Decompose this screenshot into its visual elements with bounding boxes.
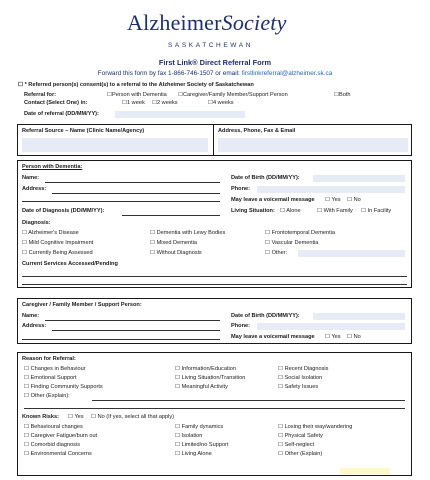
referral-for-pwd[interactable]: ☐Person with Dementia xyxy=(107,92,167,98)
risk-support[interactable]: ☐ Limited/no Support xyxy=(175,442,229,448)
reason-emotional[interactable]: ☐ Emotional Support xyxy=(24,375,77,381)
risk-behavioural[interactable]: ☐ Behavioural changes xyxy=(24,424,83,430)
pwd-address-label: Address: xyxy=(22,186,47,192)
referral-for-caregiver[interactable]: ☐Caregiver/Family Member/Support Person xyxy=(178,92,288,98)
risk-isolation[interactable]: ☐ Isolation xyxy=(175,433,203,439)
diag-mci[interactable]: ☐ Mild Cognitive Impairment xyxy=(22,240,94,246)
forward-line xyxy=(0,70,430,77)
referral-for-both[interactable]: ☐Both xyxy=(334,92,351,98)
pwd-services-label: Current Services Accessed/Pending xyxy=(22,261,118,267)
risk-physical[interactable]: ☐ Physical Safety xyxy=(278,433,323,439)
pwd-name-label: Name: xyxy=(22,175,40,181)
reason-isolation[interactable]: ☐ Social Isolation xyxy=(278,375,323,381)
referral-source-divider xyxy=(213,124,214,156)
referral-for-label: Referral for: xyxy=(24,92,57,98)
date-of-referral-field[interactable] xyxy=(115,111,245,118)
pwd-dod-label: Date of Diagnosis (DD/MM/YY): xyxy=(22,208,105,214)
contact-2-weeks[interactable]: ☐2 weeks xyxy=(152,100,178,106)
contact-4-weeks[interactable]: ☐4 weeks xyxy=(208,100,234,106)
pwd-dob-label: Date of Birth (DD/MM/YY): xyxy=(231,175,300,181)
risks-label: Known Risks: xyxy=(22,414,59,420)
pwd-voicemail-yes[interactable]: ☐ Yes xyxy=(325,197,341,203)
diag-alzheimers[interactable]: ☐ Alzheimer's Disease xyxy=(22,230,79,236)
cg-dob-label: Date of Birth (DD/MM/YY): xyxy=(231,313,300,319)
risk-other[interactable]: ☐ Other (Explain) xyxy=(278,451,323,457)
logo-wordmark xyxy=(127,10,287,36)
referral-contact-label: Address, Phone, Fax & Email xyxy=(218,128,296,134)
reason-living-situation[interactable]: ☐ Living Situation/Transition xyxy=(175,375,246,381)
form-title: First Link® Direct Referral Form xyxy=(158,58,272,67)
referral-contact-field[interactable] xyxy=(218,138,408,152)
cg-voicemail-no[interactable]: ☐ No xyxy=(347,334,361,340)
referral-source-label: Referral Source – Name (Clinic Name/Agency) xyxy=(22,128,145,134)
pwd-living-facility[interactable]: ☐ In Facility xyxy=(361,208,392,214)
pwd-diagnosis-label: Diagnosis: xyxy=(22,220,51,226)
reason-other-line-1[interactable] xyxy=(92,400,405,401)
forward-email-link[interactable]: firstlinkreferral@alzheimer.sk.ca xyxy=(241,70,333,77)
cg-phone-field[interactable] xyxy=(257,323,405,330)
pwd-dob-field[interactable] xyxy=(313,175,405,182)
reason-info[interactable]: ☐ Information/Education xyxy=(175,366,236,372)
logo-alzheimer: Alzheimer xyxy=(127,10,222,35)
logo-society: Society xyxy=(221,10,287,35)
referral-source-field[interactable] xyxy=(22,138,208,152)
risk-living-alone[interactable]: ☐ Living Alone xyxy=(175,451,212,457)
reason-recent-diagnosis[interactable]: ☐ Recent Diagnosis xyxy=(278,366,329,372)
diag-vascular[interactable]: ☐ Vascular Dementia xyxy=(265,240,319,246)
pwd-phone-field[interactable] xyxy=(257,186,405,193)
cg-phone-label: Phone: xyxy=(231,323,250,329)
reason-heading: Reason for Referral: xyxy=(22,356,76,362)
pwd-address-field[interactable] xyxy=(52,193,220,194)
pwd-voicemail-label: May leave a voicemail message xyxy=(231,197,315,203)
risk-self-neglect[interactable]: ☐ Self-neglect xyxy=(278,442,315,448)
cg-name-field[interactable] xyxy=(45,320,220,321)
diag-other[interactable]: ☐ Other: xyxy=(265,250,288,256)
diag-frontotemporal[interactable]: ☐ Frontotemporal Dementia xyxy=(265,230,335,236)
pwd-dod-field[interactable] xyxy=(122,215,220,216)
cg-dob-field[interactable] xyxy=(313,313,405,320)
pwd-living-family[interactable]: ☐ With Family xyxy=(317,208,353,214)
pwd-services-line-1[interactable] xyxy=(22,276,407,277)
cg-address-line-2[interactable] xyxy=(22,339,220,340)
risks-no[interactable]: ☐ No (If yes, select all that apply) xyxy=(91,414,175,420)
diag-other-field[interactable] xyxy=(298,250,405,257)
highlight-mark xyxy=(340,468,390,474)
forward-text: Forward this form by fax 1-866-746-1507 or email: xyxy=(97,70,242,77)
reason-other[interactable]: ☐ Other (Explain): xyxy=(24,393,70,399)
pwd-heading: Person with Dementia: xyxy=(22,164,83,170)
pwd-name-field[interactable] xyxy=(45,182,220,183)
reason-safety[interactable]: ☐ Safety Issues xyxy=(278,384,319,390)
pwd-services-line-2[interactable] xyxy=(22,284,407,285)
cg-address-field[interactable] xyxy=(52,330,220,331)
cg-voicemail-yes[interactable]: ☐ Yes xyxy=(325,334,341,340)
pwd-phone-label: Phone: xyxy=(231,186,250,192)
pwd-living-alone[interactable]: ☐ Alone xyxy=(280,208,301,214)
pwd-address-line-2[interactable] xyxy=(22,201,220,202)
logo-subtitle: SASKATCHEWAN xyxy=(168,42,254,49)
risk-fatigue[interactable]: ☐ Caregiver Fatigue/burn out xyxy=(24,433,98,439)
reason-other-line-2[interactable] xyxy=(24,408,405,409)
reason-behaviour[interactable]: ☐ Changes in Behaviour xyxy=(24,366,86,372)
risk-comorbid[interactable]: ☐ Comorbid diagnosis xyxy=(24,442,81,448)
diag-mixed[interactable]: ☐ Mixed Dementia xyxy=(150,240,197,246)
diag-without[interactable]: ☐ Without Diagnosis xyxy=(150,250,202,256)
pwd-voicemail-no[interactable]: ☐ No xyxy=(347,197,361,203)
reason-community[interactable]: ☐ Finding Community Supports xyxy=(24,384,103,390)
consent-checkbox-label[interactable]: ☐ * Referred person(s) consent(s) to a referral to the Alzheimer Society of Saskatchewan xyxy=(18,82,254,88)
cg-name-label: Name: xyxy=(22,313,40,319)
risk-environmental[interactable]: ☐ Environmental Concerns xyxy=(24,451,92,457)
cg-address-label: Address: xyxy=(22,323,47,329)
risk-family[interactable]: ☐ Family dynamics xyxy=(175,424,224,430)
reason-activity[interactable]: ☐ Meaningful Activity xyxy=(175,384,228,390)
diag-assessed[interactable]: ☐ Currently Being Assessed xyxy=(22,250,93,256)
date-of-referral-label: Date of referral (DD/MM/YY): xyxy=(24,111,99,117)
contact-label: Contact (Select One) in: xyxy=(24,100,88,106)
risk-wandering[interactable]: ☐ Losing their way/wandering xyxy=(278,424,353,430)
pwd-living-label: Living Situation: xyxy=(231,208,275,214)
cg-voicemail-label: May leave a voicemail message xyxy=(231,334,315,340)
risks-yes[interactable]: ☐ Yes xyxy=(68,414,84,420)
caregiver-heading: Caregiver / Family Member / Support Person: xyxy=(22,302,142,308)
contact-1-week[interactable]: ☐1 week xyxy=(122,100,145,106)
diag-lewy[interactable]: ☐ Dementia with Lewy Bodies xyxy=(150,230,226,236)
